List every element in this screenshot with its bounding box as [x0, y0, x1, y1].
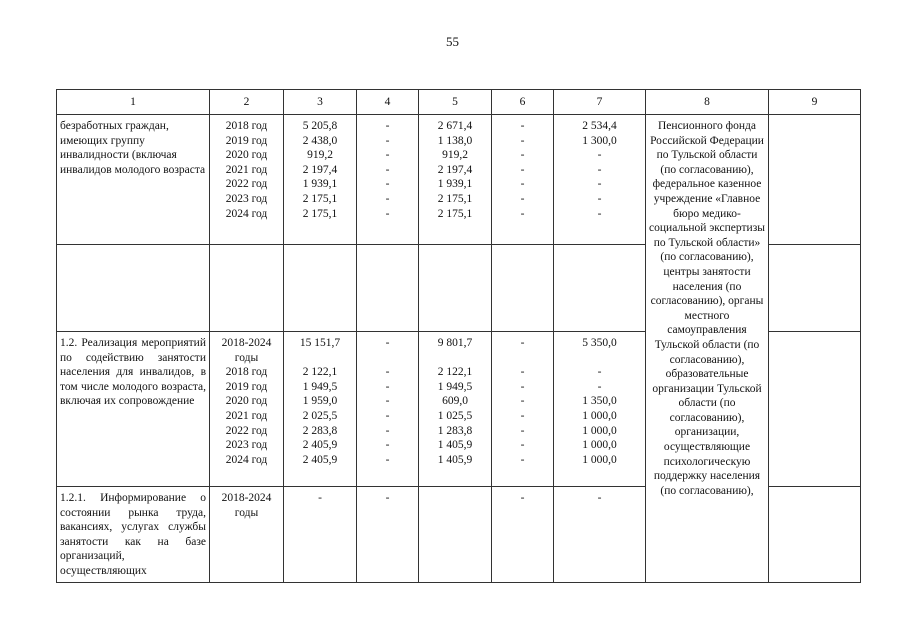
empty-cell [57, 245, 210, 332]
row3-col9 [769, 487, 861, 583]
row2-col3: 15 151,7 2 122,1 1 949,5 1 959,0 2 025,5 2 283,8 2 405,9 2 405,9 [284, 332, 357, 487]
executors-cell: Пенсионного фонда Российской Федерации по Тульской области (по согласованию), федеральное казенное учреждение «Главное бюро медико-социальной экспертизы по Тульской области» (по согласованию), центры занятости населения (по согласованию), органы местного самоуправления Тульской области (по согласованию), образовательные организации Тульской области (по согласованию), организации, осуществляющие психологическую поддержку населения (по согласованию), [646, 115, 769, 583]
empty-cell [357, 245, 419, 332]
row2-col5: 9 801,7 2 122,1 1 949,5 609,0 1 025,5 1 283,8 1 405,9 1 405,9 [419, 332, 492, 487]
row3-description: 1.2.1. Информирование о состоянии рынка труда, вакансиях, услугах службы занятости как на базе организаций, осуществляющих [57, 487, 210, 583]
row2-years: 2018-2024 годы 2018 год 2019 год 2020 год 2021 год 2022 год 2023 год 2024 год [210, 332, 284, 487]
header-row [57, 90, 861, 115]
row1-col3: 5 205,8 2 438,0 919,2 2 197,4 1 939,1 2 175,1 2 175,1 [284, 115, 357, 245]
table-row [57, 115, 861, 245]
empty-cell [769, 245, 861, 332]
row2-col9 [769, 332, 861, 487]
row3-col6: - [492, 487, 554, 583]
header-col-8: 8 [646, 90, 769, 115]
row2-description: 1.2. Реализация мероприятий по содействию занятости населения для инвалидов, в том числе молодого возраста, включая их сопровождение [57, 332, 210, 487]
row1-description: безработных граждан, имеющих группу инвалидности (включая инвалидов молодого возраста [57, 115, 210, 245]
empty-cell [492, 245, 554, 332]
row2-col7: 5 350,0 - - 1 350,0 1 000,0 1 000,0 1 000,0 1 000,0 [554, 332, 646, 487]
empty-cell [210, 245, 284, 332]
row1-col7: 2 534,4 1 300,0 - - - - - [554, 115, 646, 245]
header-col-5: 5 [419, 90, 492, 115]
row1-col5: 2 671,4 1 138,0 919,2 2 197,4 1 939,1 2 175,1 2 175,1 [419, 115, 492, 245]
empty-cell [554, 245, 646, 332]
page-number: 55 [446, 34, 459, 49]
row3-col4: - [357, 487, 419, 583]
header-col-3: 3 [284, 90, 357, 115]
row2-col6: - - - - - - - - [492, 332, 554, 487]
row3-col3: - [284, 487, 357, 583]
header-col-7: 7 [554, 90, 646, 115]
row1-col4: - - - - - - - [357, 115, 419, 245]
empty-cell [419, 245, 492, 332]
empty-cell [284, 245, 357, 332]
header-col-6: 6 [492, 90, 554, 115]
header-col-2: 2 [210, 90, 284, 115]
row3-years: 2018-2024 годы [210, 487, 284, 583]
program-table [56, 89, 861, 583]
row1-col6: - - - - - - - [492, 115, 554, 245]
row2-col4: - - - - - - - - [357, 332, 419, 487]
header-col-9: 9 [769, 90, 861, 115]
row3-col5 [419, 487, 492, 583]
header-col-4: 4 [357, 90, 419, 115]
header-col-1: 1 [57, 90, 210, 115]
row3-col7: - [554, 487, 646, 583]
row1-years: 2018 год 2019 год 2020 год 2021 год 2022 год 2023 год 2024 год [210, 115, 284, 245]
row1-col9 [769, 115, 861, 245]
